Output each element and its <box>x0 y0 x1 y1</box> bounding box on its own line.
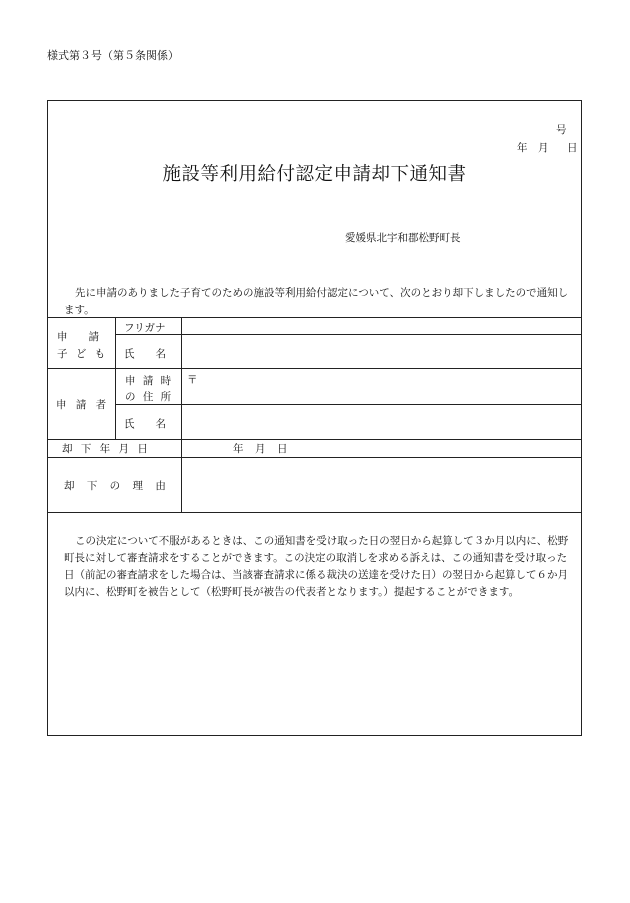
applicant-child-label: 申 請 <box>57 331 99 343</box>
rejection-date-month: 月 <box>255 443 266 455</box>
address-label: の 住 所 <box>125 391 174 403</box>
document-title: 施設等利用給付認定申請却下通知書 <box>162 164 467 185</box>
issuer: 愛媛県北宇和郡松野町長 <box>345 232 461 244</box>
address-field[interactable] <box>182 369 582 404</box>
issue-date-day: 日 <box>567 142 578 154</box>
rejection-reason-label: 却 下 の 理 由 <box>64 480 171 492</box>
rejection-date-day: 日 <box>277 443 288 455</box>
issue-date-year: 年 <box>517 142 528 154</box>
postal-mark: 〒 <box>187 374 198 386</box>
furigana-field[interactable] <box>182 318 582 334</box>
intro-text: 先に申請のありました子育てのための施設等利用給付認定について、次のとおり却下しましたので通知します。 <box>64 287 569 316</box>
applicant-label: 申 請 者 <box>56 399 110 411</box>
rejection-date-label: 却 下 年 月 日 <box>62 443 151 455</box>
applicant-name-field[interactable] <box>182 405 582 439</box>
applicant-name-label: 氏 名 <box>124 418 166 430</box>
document-frame <box>47 100 582 736</box>
furigana-label: フリガナ <box>124 322 166 334</box>
child-name-field[interactable] <box>182 335 582 368</box>
col-divider <box>115 317 116 439</box>
rejection-date-year: 年 <box>233 443 244 455</box>
table-bottom-border <box>48 512 581 513</box>
rejection-reason-field[interactable] <box>182 458 582 512</box>
issue-date-month: 月 <box>538 142 549 154</box>
appeal-notice: この決定について不服があるときは、この通知書を受け取った日の翌日から起算して３か月以内に、松野町長に対して審査請求をすることができます。この決定の取消しを求める訴えは、この通知書を受け取った日（前記の審査請求をした場合は、当該審査請求に係る裁決の送達を受けた日）の翌日から起算して６か月以内に、松野町を被告として（松野町長が被告の代表者となります。）提起することができます。 <box>64 535 569 598</box>
child-name-label: 氏 名 <box>124 348 166 360</box>
document-number-label: 号 <box>556 124 567 136</box>
applicant-child-label: 子 ど も <box>57 348 108 360</box>
row-divider <box>48 439 581 440</box>
form-number: 様式第３号（第５条関係） <box>47 49 179 62</box>
address-label: 申 請 時 <box>125 375 174 387</box>
